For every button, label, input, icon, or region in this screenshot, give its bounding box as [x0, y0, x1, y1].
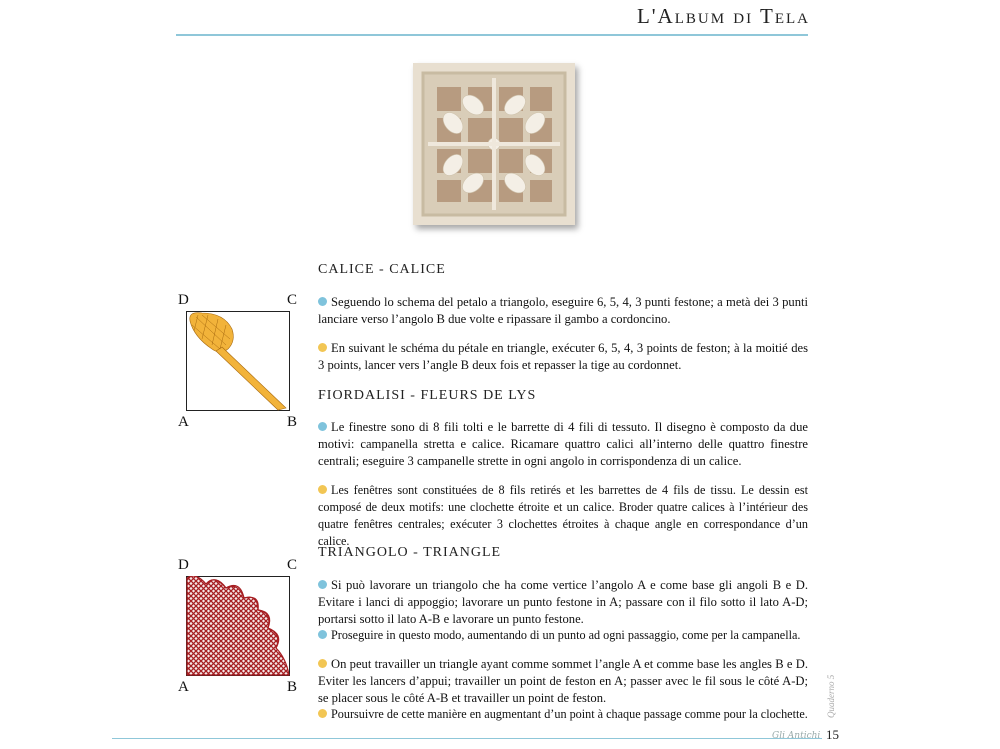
paragraph-calice-it: [318, 294, 808, 328]
paragraph-fiordalisi-it: [318, 419, 808, 470]
corner-label-b: B: [287, 414, 298, 430]
paragraph-triangolo-it: [318, 577, 808, 628]
paragraph-text: Les fenêtres sont constituées de 8 fils retirés et les barrettes de 4 fils de tissu. Le dessin est composé de deux motifs: une clochette étroite et un calice. Broder quatre calices à l’intérieur des quatre fenêtres centrales; exécuter 3 clochettes étroites à chaque angle en correspondance d’un calice.: [318, 483, 808, 548]
calice-diagram: [186, 311, 290, 411]
french-bullet-icon: [318, 343, 327, 352]
section-title-triangolo: TRIANGOLO - TRIANGLE: [318, 545, 502, 560]
paragraph-fiordalisi-fr: [318, 482, 808, 550]
header-rule: [176, 34, 808, 36]
triangle-diagram: [186, 576, 290, 676]
section-title-calice: CALICE - CALICE: [318, 262, 446, 277]
italian-bullet-icon: [318, 630, 327, 639]
footer-rule: [112, 738, 822, 739]
corner-label-d: D: [178, 292, 189, 308]
paragraph-text: Le finestre sono di 8 fili tolti e le barrette di 4 fili di tessuto. Il disegno è composto da due motivi: campanella stretta e calice. Ricamare quattro calici all’interno delle quattro finestre centrali; eseguire 3 campanelle strette in ogni angolo in corrispondenza di un calice.: [318, 420, 808, 468]
french-bullet-icon: [318, 659, 327, 668]
french-bullet-icon: [318, 485, 327, 494]
paragraph-text: Proseguire in questo modo, aumentando di un punto ad ogni passaggio, come per la campanella.: [331, 628, 801, 642]
corner-label-a: A: [178, 414, 189, 430]
paragraph-text: Poursuivre de cette manière en augmentant d’un point à chaque passage comme pour la clochette.: [331, 707, 808, 721]
paragraph-text: Seguendo lo schema del petalo a triangolo, eseguire 6, 5, 4, 3 punti festone; a metà dei 3 punti lanciare verso l’angolo B due volte e ripassare il gambo a cordoncino.: [318, 295, 808, 326]
corner-label-c: C: [287, 292, 298, 308]
paragraph-triangolo-fr: [318, 656, 808, 707]
corner-label-d: D: [178, 557, 189, 573]
footer-brand: Gli Antichi: [772, 731, 821, 741]
paragraph-triangolo-fr-2: [318, 706, 808, 723]
page-number: 15: [826, 727, 839, 742]
paragraph-text: En suivant le schéma du pétale en triangle, exécuter 6, 5, 4, 3 points de feston; à la moitié des 3 points, lancer vers l’angle B deux fois et repasser la tige au cordonnet.: [318, 341, 808, 372]
paragraph-text: On peut travailler un triangle ayant comme sommet l’angle A et comme base les angles B e D. Eviter les lancers d’appui; travailler un point de feston en A; passer avec le fil sous le côté A-D; se placer sous le côté A-B et travailler un point de feston.: [318, 657, 808, 705]
paragraph-text: Si può lavorare un triangolo che ha come vertice l’angolo A e come base gli angoli B e D. Evitare i lanci di appoggio; lavorare un punto festone in A; passare con il filo sotto il lato A-D; portarsi sotto il lato A-B e lavorare un punto festone.: [318, 578, 808, 626]
page-title: L'Album di Tela: [636, 4, 810, 28]
corner-label-c: C: [287, 557, 298, 573]
italian-bullet-icon: [318, 580, 327, 589]
italian-bullet-icon: [318, 422, 327, 431]
section-title-fiordalisi: FIORDALISI - FLEURS DE LYS: [318, 388, 537, 403]
corner-label-a: A: [178, 679, 189, 695]
italian-bullet-icon: [318, 297, 327, 306]
paragraph-triangolo-it-2: [318, 627, 808, 644]
footer-vertical-label: Quaderno 5: [826, 674, 836, 718]
paragraph-calice-fr: [318, 340, 808, 374]
french-bullet-icon: [318, 709, 327, 718]
embroidery-photo: [413, 63, 575, 225]
corner-label-b: B: [287, 679, 298, 695]
